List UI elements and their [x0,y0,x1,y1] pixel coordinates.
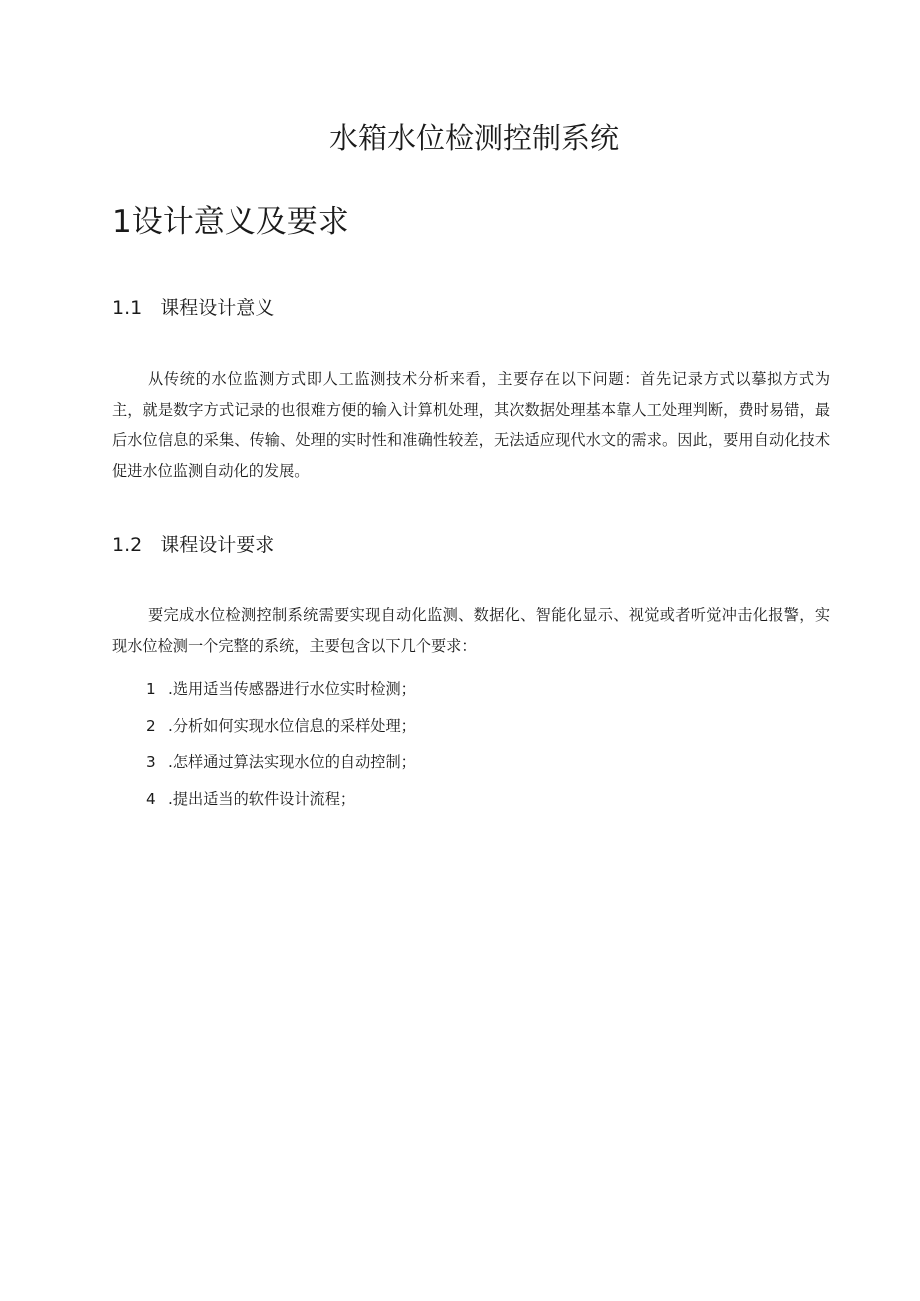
document-title: 水箱水位检测控制系统 [328,121,619,155]
list-item [146,747,416,784]
list-item-text: .提出适当的软件设计流程； [168,789,356,808]
list-item-number: 2 [146,716,156,735]
list-item [146,674,416,711]
section-paragraph-1-1: 从传统的水位监测方式即人工监测技术分析来看，主要存在以下问题：首先记录方式以摹拟方式为主，就是数字方式记录的也很难方便的输入计算机处理，其次数据处理基本靠人工处理判断，费时易错，最后水位信息的采集、传输、处理的实时性和准确性较差，无法适应现代水文的需求。因此，要用自动化技术促进水位监测自动化的发展。 [112,370,830,480]
chapter-heading: 1设计意义及要求 [112,204,349,240]
section-title: 课程设计要求 [160,534,275,556]
list-item-number: 3 [146,753,156,771]
section-paragraph-1-2: 要完成水位检测控制系统需要实现自动化监测、数据化、智能化显示、视觉或者听觉冲击化报警，实现水位检测一个完整的系统，主要包含以下几个要求： [112,606,830,655]
list-item [146,784,416,821]
list-item-number: 1 [146,680,156,698]
section-number: 1.1 [112,297,143,319]
requirements-list [146,674,416,820]
list-item-number: 4 [146,789,156,808]
section-heading-1-2 [112,531,274,559]
section-number: 1.2 [112,534,143,556]
list-item [146,711,416,748]
list-item-text: .怎样通过算法实现水位的自动控制； [168,753,416,771]
section-title: 课程设计意义 [160,297,275,319]
list-item-text: .分析如何实现水位信息的采样处理； [168,716,416,735]
section-heading-1-1 [112,294,274,322]
list-item-text: .选用适当传感器进行水位实时检测； [168,680,416,698]
